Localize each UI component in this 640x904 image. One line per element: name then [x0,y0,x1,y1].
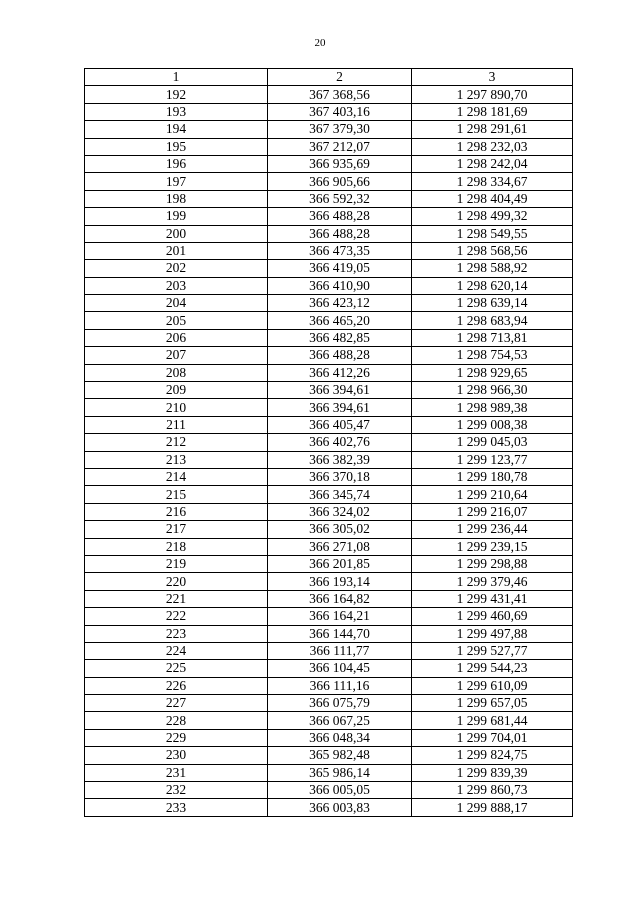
point-number-cell: 203 [85,277,268,294]
table-row [85,747,573,764]
y-coordinate-cell: 1 298 929,65 [412,364,573,381]
point-number-cell: 201 [85,242,268,259]
y-coordinate-cell: 1 299 888,17 [412,799,573,816]
point-number-cell: 217 [85,521,268,538]
table-row [85,764,573,781]
table-row [85,103,573,120]
table-row [85,312,573,329]
table-row [85,364,573,381]
point-number-cell: 230 [85,747,268,764]
point-number-cell: 211 [85,416,268,433]
y-coordinate-cell: 1 299 008,38 [412,416,573,433]
x-coordinate-cell: 367 212,07 [268,138,412,155]
y-coordinate-cell: 1 298 232,03 [412,138,573,155]
point-number-cell: 204 [85,295,268,312]
table-row [85,486,573,503]
y-coordinate-cell: 1 298 620,14 [412,277,573,294]
x-coordinate-cell: 366 488,28 [268,347,412,364]
table-row [85,590,573,607]
point-number-cell: 195 [85,138,268,155]
point-number-cell: 205 [85,312,268,329]
x-coordinate-cell: 366 405,47 [268,416,412,433]
point-number-cell: 208 [85,364,268,381]
x-coordinate-cell: 366 305,02 [268,521,412,538]
y-coordinate-cell: 1 299 544,23 [412,660,573,677]
point-number-cell: 212 [85,434,268,451]
x-coordinate-cell: 365 982,48 [268,747,412,764]
point-number-cell: 193 [85,103,268,120]
y-coordinate-cell: 1 299 681,44 [412,712,573,729]
point-number-cell: 232 [85,782,268,799]
table-row [85,799,573,816]
point-number-cell: 207 [85,347,268,364]
x-coordinate-cell: 366 402,76 [268,434,412,451]
x-coordinate-cell: 366 345,74 [268,486,412,503]
table-row [85,138,573,155]
header-row [85,69,573,86]
y-coordinate-cell: 1 299 839,39 [412,764,573,781]
point-number-cell: 197 [85,173,268,190]
y-coordinate-cell: 1 298 639,14 [412,295,573,312]
table-row [85,155,573,172]
table-row [85,625,573,642]
y-coordinate-cell: 1 299 236,44 [412,521,573,538]
point-number-cell: 220 [85,573,268,590]
y-coordinate-cell: 1 299 527,77 [412,642,573,659]
x-coordinate-cell: 366 067,25 [268,712,412,729]
table-row [85,677,573,694]
x-coordinate-cell: 366 592,32 [268,190,412,207]
y-coordinate-cell: 1 299 460,69 [412,608,573,625]
column-header-2: 2 [268,69,412,86]
table-row [85,434,573,451]
x-coordinate-cell: 366 048,34 [268,729,412,746]
x-coordinate-cell: 366 193,14 [268,573,412,590]
x-coordinate-cell: 366 164,21 [268,608,412,625]
point-number-cell: 198 [85,190,268,207]
table-row [85,86,573,103]
x-coordinate-cell: 366 465,20 [268,312,412,329]
y-coordinate-cell: 1 298 713,81 [412,329,573,346]
y-coordinate-cell: 1 298 683,94 [412,312,573,329]
x-coordinate-cell: 366 201,85 [268,555,412,572]
x-coordinate-cell: 366 410,90 [268,277,412,294]
table-row [85,329,573,346]
x-coordinate-cell: 366 419,05 [268,260,412,277]
x-coordinate-cell: 366 370,18 [268,468,412,485]
point-number-cell: 231 [85,764,268,781]
point-number-cell: 225 [85,660,268,677]
point-number-cell: 210 [85,399,268,416]
table-row [85,521,573,538]
x-coordinate-cell: 366 394,61 [268,382,412,399]
y-coordinate-cell: 1 298 966,30 [412,382,573,399]
table-row [85,573,573,590]
y-coordinate-cell: 1 298 291,61 [412,121,573,138]
table-row [85,190,573,207]
table-row [85,382,573,399]
y-coordinate-cell: 1 299 824,75 [412,747,573,764]
y-coordinate-cell: 1 298 334,67 [412,173,573,190]
x-coordinate-cell: 366 104,45 [268,660,412,677]
table-row [85,608,573,625]
table-row [85,242,573,259]
table-row [85,121,573,138]
point-number-cell: 213 [85,451,268,468]
y-coordinate-cell: 1 299 123,77 [412,451,573,468]
point-number-cell: 224 [85,642,268,659]
point-number-cell: 199 [85,208,268,225]
point-number-cell: 223 [85,625,268,642]
point-number-cell: 228 [85,712,268,729]
x-coordinate-cell: 367 403,16 [268,103,412,120]
y-coordinate-cell: 1 299 210,64 [412,486,573,503]
y-coordinate-cell: 1 299 657,05 [412,695,573,712]
page-number: 20 [314,37,326,49]
table-row [85,225,573,242]
y-coordinate-cell: 1 299 497,88 [412,625,573,642]
x-coordinate-cell: 366 905,66 [268,173,412,190]
x-coordinate-cell: 366 488,28 [268,225,412,242]
point-number-cell: 227 [85,695,268,712]
point-number-cell: 194 [85,121,268,138]
column-header-3: 3 [412,69,573,86]
point-number-cell: 221 [85,590,268,607]
table-row [85,555,573,572]
x-coordinate-cell: 366 324,02 [268,503,412,520]
y-coordinate-cell: 1 299 610,09 [412,677,573,694]
y-coordinate-cell: 1 299 298,88 [412,555,573,572]
point-number-cell: 219 [85,555,268,572]
y-coordinate-cell: 1 298 568,56 [412,242,573,259]
x-coordinate-cell: 366 423,12 [268,295,412,312]
x-coordinate-cell: 366 164,82 [268,590,412,607]
table-body [85,86,573,816]
table-row [85,468,573,485]
table-row [85,173,573,190]
x-coordinate-cell: 366 935,69 [268,155,412,172]
y-coordinate-cell: 1 298 549,55 [412,225,573,242]
table-row [85,642,573,659]
y-coordinate-cell: 1 298 989,38 [412,399,573,416]
x-coordinate-cell: 366 111,16 [268,677,412,694]
table-row [85,729,573,746]
y-coordinate-cell: 1 298 404,49 [412,190,573,207]
x-coordinate-cell: 366 394,61 [268,399,412,416]
table-row [85,451,573,468]
table-row [85,782,573,799]
point-number-cell: 206 [85,329,268,346]
point-number-cell: 222 [85,608,268,625]
point-number-cell: 196 [85,155,268,172]
y-coordinate-cell: 1 299 431,41 [412,590,573,607]
table-row [85,295,573,312]
y-coordinate-cell: 1 299 860,73 [412,782,573,799]
x-coordinate-cell: 366 488,28 [268,208,412,225]
y-coordinate-cell: 1 299 704,01 [412,729,573,746]
table-row [85,260,573,277]
x-coordinate-cell: 366 482,85 [268,329,412,346]
x-coordinate-cell: 366 473,35 [268,242,412,259]
x-coordinate-cell: 366 144,70 [268,625,412,642]
point-number-cell: 233 [85,799,268,816]
point-number-cell: 226 [85,677,268,694]
table-row [85,208,573,225]
table-row [85,347,573,364]
x-coordinate-cell: 366 075,79 [268,695,412,712]
x-coordinate-cell: 366 412,26 [268,364,412,381]
x-coordinate-cell: 366 003,83 [268,799,412,816]
y-coordinate-cell: 1 299 045,03 [412,434,573,451]
y-coordinate-cell: 1 299 180,78 [412,468,573,485]
y-coordinate-cell: 1 299 239,15 [412,538,573,555]
table-row [85,712,573,729]
point-number-cell: 202 [85,260,268,277]
y-coordinate-cell: 1 299 379,46 [412,573,573,590]
point-number-cell: 218 [85,538,268,555]
x-coordinate-cell: 366 111,77 [268,642,412,659]
table-row [85,660,573,677]
point-number-cell: 216 [85,503,268,520]
table-row [85,503,573,520]
point-number-cell: 192 [85,86,268,103]
table-row [85,538,573,555]
x-coordinate-cell: 365 986,14 [268,764,412,781]
table-row [85,695,573,712]
x-coordinate-cell: 366 271,08 [268,538,412,555]
x-coordinate-cell: 366 005,05 [268,782,412,799]
y-coordinate-cell: 1 298 499,32 [412,208,573,225]
table-row [85,416,573,433]
table-row [85,399,573,416]
table-row [85,277,573,294]
y-coordinate-cell: 1 297 890,70 [412,86,573,103]
point-number-cell: 229 [85,729,268,746]
x-coordinate-cell: 367 379,30 [268,121,412,138]
table-header [85,69,573,86]
point-number-cell: 209 [85,382,268,399]
point-number-cell: 214 [85,468,268,485]
column-header-1: 1 [85,69,268,86]
y-coordinate-cell: 1 298 588,92 [412,260,573,277]
x-coordinate-cell: 366 382,39 [268,451,412,468]
y-coordinate-cell: 1 298 242,04 [412,155,573,172]
y-coordinate-cell: 1 298 181,69 [412,103,573,120]
y-coordinate-cell: 1 299 216,07 [412,503,573,520]
x-coordinate-cell: 367 368,56 [268,86,412,103]
point-number-cell: 215 [85,486,268,503]
coordinates-table [84,68,573,817]
y-coordinate-cell: 1 298 754,53 [412,347,573,364]
point-number-cell: 200 [85,225,268,242]
